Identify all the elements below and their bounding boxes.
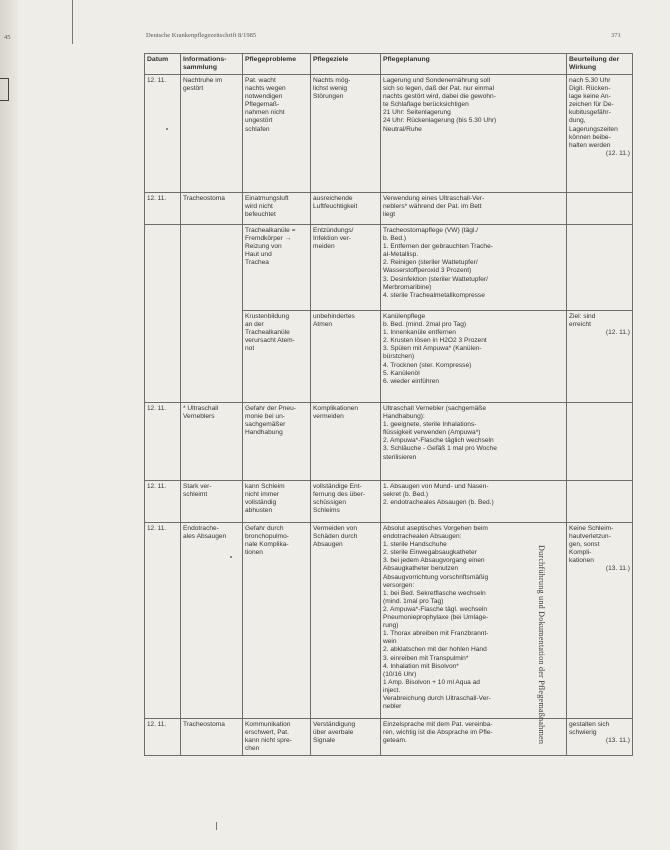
planning-cell: Verwendung eines Ultraschall-Ver- neblers* während der Pat. im Bett liegt <box>381 193 567 225</box>
planning-cell: Tracheostomapflege (VW) (tägl./ b. Bed.) 1. Entfernen der gebrauchten Trache- al-Metallisp. 2. Reinigen (steriler Wattetupfer/ Wasserstoffperoxid 3 Prozent) 3. Desinfektion (steriler Wattetupfer/ Merbromaribine) 4. sterile Trachealmetallkompresse <box>381 225 567 311</box>
table-header <box>145 54 633 75</box>
date-cell: 12. 11. <box>145 481 181 523</box>
evaluation-cell <box>567 75 633 193</box>
goal-cell: vollständige Ent- fernung des über- schüssigen Schleims <box>311 481 381 523</box>
evaluation-signature: (12. 11.) <box>605 149 630 157</box>
planning-cell: Ultraschall Vernebler (sachgemäße Handhabung): 1. geeignete, sterile Inhalations- flüssigkeit verwenden (Ampuwa*) 2. Ampuwa*-Flasche täglich wechseln 3. Schläuche - Gefäß 1 mal pro Woche sterilisieren <box>381 403 567 481</box>
planning-cell: Kanülenpflege b. Bed. (mind. 2mal pro Tag) 1. Innenkanüle entfernen 2. Krusten lösen in H2O2 3 Prozent 3. Spülen mit Ampuwa* (Kanülen- bürstchen) 4. Trocknen (ster. Kompresse) 5. Kanülenöl 6. wieder einführen <box>381 311 567 403</box>
date-cell: 12. 11. <box>145 403 181 481</box>
date-cell <box>145 225 181 311</box>
margin-dot <box>216 822 217 830</box>
date-cell: 12. 11. <box>145 75 181 193</box>
column-header: Beurteilung der Wirkung <box>567 54 633 75</box>
column-header: Datum <box>145 54 181 75</box>
date-cell: 12. 11. <box>145 719 181 756</box>
page-binding-edge <box>0 0 18 850</box>
evaluation-text: nach 5.30 Uhr Digit. Rücken- lage keine An- zeichen für De- kubitusgefähr- dung, Lagerungszeiten können beibe- halten werden <box>569 77 618 149</box>
goal-cell: Verständigung über averbale Signale <box>311 719 381 756</box>
goal-cell: Nachts mög- lichst wenig Störungen <box>311 75 381 193</box>
page-number-right: 371 <box>611 32 621 39</box>
goal-cell: Vermeiden von Schäden durch Absaugen <box>311 523 381 719</box>
column-header: Pflegeplanung <box>381 54 567 75</box>
goal-cell: unbehindertes Atmen <box>311 311 381 403</box>
information-cell: Endotrache- ales Absaugen <box>181 523 243 719</box>
evaluation-cell <box>567 403 633 481</box>
margin-mark <box>0 100 9 101</box>
column-header: Pflegeziele <box>311 54 381 75</box>
table-row <box>145 311 633 403</box>
date-cell <box>145 311 181 403</box>
goal-cell: Komplikationen vermeiden <box>311 403 381 481</box>
information-cell <box>181 225 243 311</box>
table-row <box>145 225 633 311</box>
information-cell: Stark ver- schleimt <box>181 481 243 523</box>
problem-cell: Gefahr durch bronchopulmo- nale Komplika- tionen <box>243 523 311 719</box>
evaluation-cell <box>567 523 633 719</box>
goal-cell: Entzündungs/ Infektion ver- meiden <box>311 225 381 311</box>
table-row <box>145 523 633 719</box>
evaluation-cell <box>567 481 633 523</box>
evaluation-text: Keine Schleim- hautverletzun- gen, sonst Kompli- kationen <box>569 525 614 565</box>
information-cell: Tracheostoma <box>181 719 243 756</box>
page-number-left: 45 <box>4 34 11 41</box>
gutter-line <box>72 0 73 44</box>
table-row <box>145 719 633 756</box>
evaluation-signature: (13. 11.) <box>605 565 630 573</box>
table-row <box>145 193 633 225</box>
problem-cell: Pat. wacht nachts wegen notwendigen Pflegemaß- nahmen nicht ungestört schlafen <box>243 75 311 193</box>
evaluation-signature: (12. 11.) <box>605 329 630 337</box>
problem-cell: Einatmungsluft wird nicht befeuchtet <box>243 193 311 225</box>
planning-cell: Absolut aseptisches Vorgehen beim endotrachealen Absaugen: 1. sterile Handschuhe 2. sterile Einwegabsaugkatheter 3. bei jedem Absaugvorgang einen Absaugkatheter benutzen Absaugvorrichtung vorschriftsmäßig versorgen: 1. bei Bed. Sekretflasche wechseln (mind. 1mal pro Tag) 2. Ampuwa*-Flasche tägl. wechseln Pneumonieprophylaxe (bei Umlage- rung) 1. Thorax abreiben mit Franzbrannt- wein 2. abklatschen mit der hohlen Hand 3. einreiben mit Transpulmin* 4. Inhalation mit Bisolvon* (10/16 Uhr) 1 Amp. Bisolvon + 10 ml Aqua ad inject. Verabreichung durch Ultraschall-Ver- nebler <box>381 523 567 719</box>
table-row <box>145 403 633 481</box>
evaluation-cell <box>567 193 633 225</box>
table-row <box>145 481 633 523</box>
journal-title: Deutsche Krankenpflegezeitschrift 8/1985 <box>146 32 257 39</box>
side-caption: Durchführung und Dokumentation der Pflegemaßnahmen <box>537 545 546 745</box>
problem-cell: kann Schleim nicht immer vollständig abhusten <box>243 481 311 523</box>
evaluation-cell <box>567 225 633 311</box>
evaluation-cell <box>567 311 633 403</box>
evaluation-text: gestalten sich schwierig <box>569 721 610 737</box>
planning-cell: 1. Absaugen von Mund- und Nasen- sekret (b. Bed.) 2. endotracheales Absaugen (b. Bed.) <box>381 481 567 523</box>
problem-cell: Trachealkanüle = Fremdkörper → Reizung von Haut und Trachea <box>243 225 311 311</box>
evaluation-text: Ziel: sind erreicht <box>569 313 596 329</box>
column-header: Pflegeprobleme <box>243 54 311 75</box>
table-row <box>145 75 633 193</box>
planning-cell: Lagerung und Sondenernährung soll sich so legen, daß der Pat. nur einmal nachts gestört wird, dabei die gewohn- te Schlaflage berücksichtigen 21 Uhr: Seitenlagerung 24 Uhr: Rückenlagerung (bis 5.30 Uhr) Neutral/Ruhe <box>381 75 567 193</box>
planning-cell: Einzelsprache mit dem Pat. vereinba- ren, wichtig ist die Absprache im Pfle- geteam. <box>381 719 567 756</box>
information-cell: Tracheostoma <box>181 193 243 225</box>
column-header: Informations- sammlung <box>181 54 243 75</box>
problem-cell: Gefahr der Pneu- monie bei un- sachgemäßer Handhabung <box>243 403 311 481</box>
information-cell: * Ultraschall Verneblers <box>181 403 243 481</box>
information-cell <box>181 311 243 403</box>
information-cell: Nachtruhe im gestört <box>181 75 243 193</box>
problem-cell: Kommunikation erschwert, Pat. kann nicht spre- chen <box>243 719 311 756</box>
goal-cell: ausreichende Luftfeuchtigkeit <box>311 193 381 225</box>
date-cell: 12. 11. <box>145 193 181 225</box>
margin-mark <box>8 78 9 100</box>
care-plan-table <box>144 53 633 756</box>
date-cell: 12. 11. <box>145 523 181 719</box>
evaluation-cell <box>567 719 633 756</box>
problem-cell: Krustenbildung an der Trachealkanüle verursacht Atem- not <box>243 311 311 403</box>
evaluation-signature: (13. 11.) <box>605 737 630 745</box>
